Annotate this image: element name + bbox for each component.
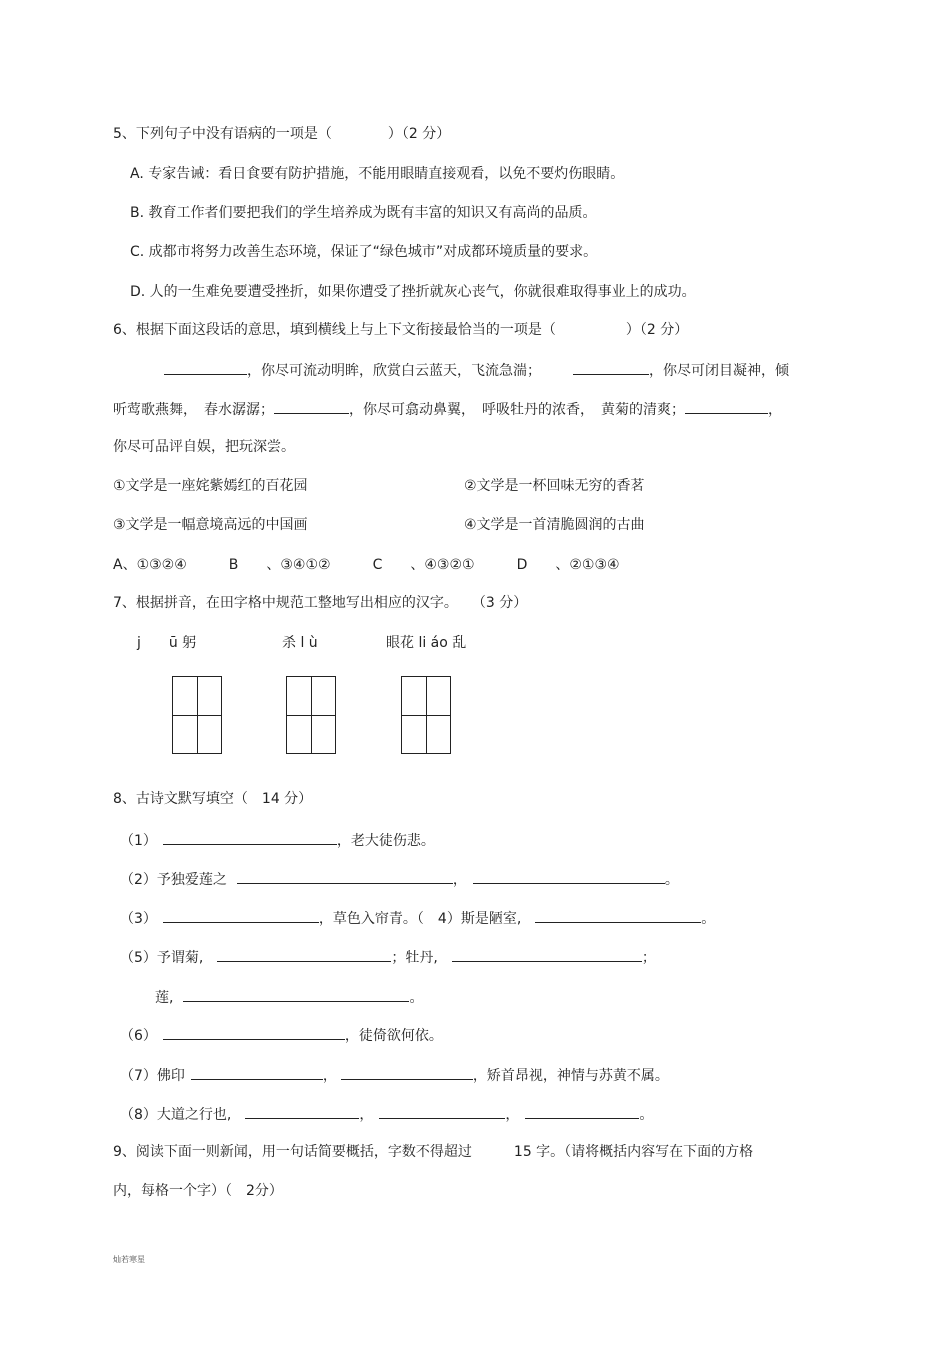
- q8-line-5: （5）予谓菊, ；牡丹, ；: [120, 947, 656, 967]
- q6-passage-line2: 听莺歌燕舞， 春水潺潺； ，你尽可翕动鼻翼， 呼吸牡丹的浓香， 黄菊的清爽； ，: [113, 399, 782, 419]
- tianzige-box-1[interactable]: [172, 676, 222, 754]
- q6-blank-1[interactable]: [164, 360, 247, 375]
- q8-blank-8b[interactable]: [379, 1104, 505, 1119]
- q6-option-4: ④文学是一首清脆圆润的古曲: [464, 517, 645, 533]
- q8-line-3: （3） ，草色入帘青。（ 4）斯是陋室, 。: [120, 908, 715, 928]
- q6-passage-line3: 你尽可品评自娱，把玩深尝。: [113, 439, 295, 455]
- tianzige-box-3[interactable]: [401, 676, 451, 754]
- q6-option-3: ③文学是一幅意境高远的中国画: [113, 517, 308, 533]
- q8-blank-2a[interactable]: [237, 869, 453, 884]
- q8-line-1: （1） ，老大徒伤悲。: [120, 830, 435, 850]
- q9-stem-line1: 9、阅读下面一则新闻，用一句话简要概括，字数不得超过 15 字。（请将概括内容写在下面的方格: [113, 1144, 754, 1160]
- q8-blank-5c[interactable]: [183, 987, 409, 1002]
- q8-stem: 8、古诗文默写填空（ 14 分）: [113, 791, 313, 807]
- tianzige-box-2[interactable]: [286, 676, 336, 754]
- q6-passage-line1: ，你尽可流动明眸，欣赏白云蓝天，飞流急湍； ，你尽可闭目凝神，倾: [164, 360, 789, 380]
- q5-option-a: A. 专家告诫：看日食要有防护措施，不能用眼睛直接观看，以免不要灼伤眼睛。: [130, 166, 625, 182]
- q6-option-2: ②文学是一杯回味无穷的香茗: [464, 478, 645, 494]
- q8-blank-5a[interactable]: [217, 947, 391, 962]
- q7-pinyin-3: 眼花 li áo 乱: [386, 635, 467, 651]
- q9-stem-line2: 内，每格一个字）（ 2分）: [113, 1183, 283, 1199]
- q8-blank-7b[interactable]: [341, 1065, 473, 1080]
- q8-line-7: （7）佛印 ， ，矫首昂视，神情与苏黄不属。: [120, 1065, 669, 1085]
- q8-line-6: （6） ，徒倚欲何依。: [120, 1025, 443, 1045]
- q5-stem: 5、下列句子中没有语病的一项是（ ）（2 分）: [113, 126, 451, 142]
- q5-option-d: D. 人的一生难免要遭受挫折，如果你遭受了挫折就灰心丧气，你就很难取得事业上的成功。: [130, 284, 696, 300]
- q8-blank-4[interactable]: [535, 908, 701, 923]
- q8-line-8: （8）大道之行也, ， ， 。: [120, 1104, 653, 1124]
- q7-pinyin-2: 杀 l ù: [282, 635, 318, 651]
- page-footer: 灿若寒星: [113, 1255, 145, 1264]
- q6-stem: 6、根据下面这段话的意思，填到横线上与上下文衔接最恰当的一项是（ ）（2 分）: [113, 322, 689, 338]
- q6-blank-4[interactable]: [685, 399, 768, 414]
- q5-option-c: C. 成都市将努力改善生态环境，保证了“绿色城市”对成都环境质量的要求。: [130, 244, 598, 260]
- q8-blank-6[interactable]: [163, 1025, 345, 1040]
- q6-option-1: ①文学是一座姹紫嫣红的百花园: [113, 478, 308, 494]
- q8-blank-5b[interactable]: [452, 947, 642, 962]
- q7-stem: 7、根据拼音，在田字格中规范工整地写出相应的汉字。 （3 分）: [113, 595, 528, 611]
- q6-blank-3[interactable]: [274, 399, 349, 414]
- q8-blank-8c[interactable]: [525, 1104, 639, 1119]
- q5-option-b: B. 教育工作者们要把我们的学生培养成为既有丰富的知识又有高尚的品质。: [130, 205, 597, 221]
- q7-pinyin-1: j ū 躬: [137, 635, 197, 651]
- q6-choices: A、①③②④ B 、③④①② C 、④③②① D 、②①③④: [113, 557, 620, 573]
- q8-line-5b: 莲, 。: [155, 987, 423, 1007]
- q8-blank-1[interactable]: [163, 830, 337, 845]
- q8-blank-8a[interactable]: [245, 1104, 359, 1119]
- q6-blank-2[interactable]: [573, 360, 649, 375]
- q8-blank-7a[interactable]: [191, 1065, 323, 1080]
- q8-blank-2b[interactable]: [473, 869, 665, 884]
- q8-blank-3[interactable]: [163, 908, 319, 923]
- q8-line-2: （2）予独爱莲之 ， 。: [120, 869, 679, 889]
